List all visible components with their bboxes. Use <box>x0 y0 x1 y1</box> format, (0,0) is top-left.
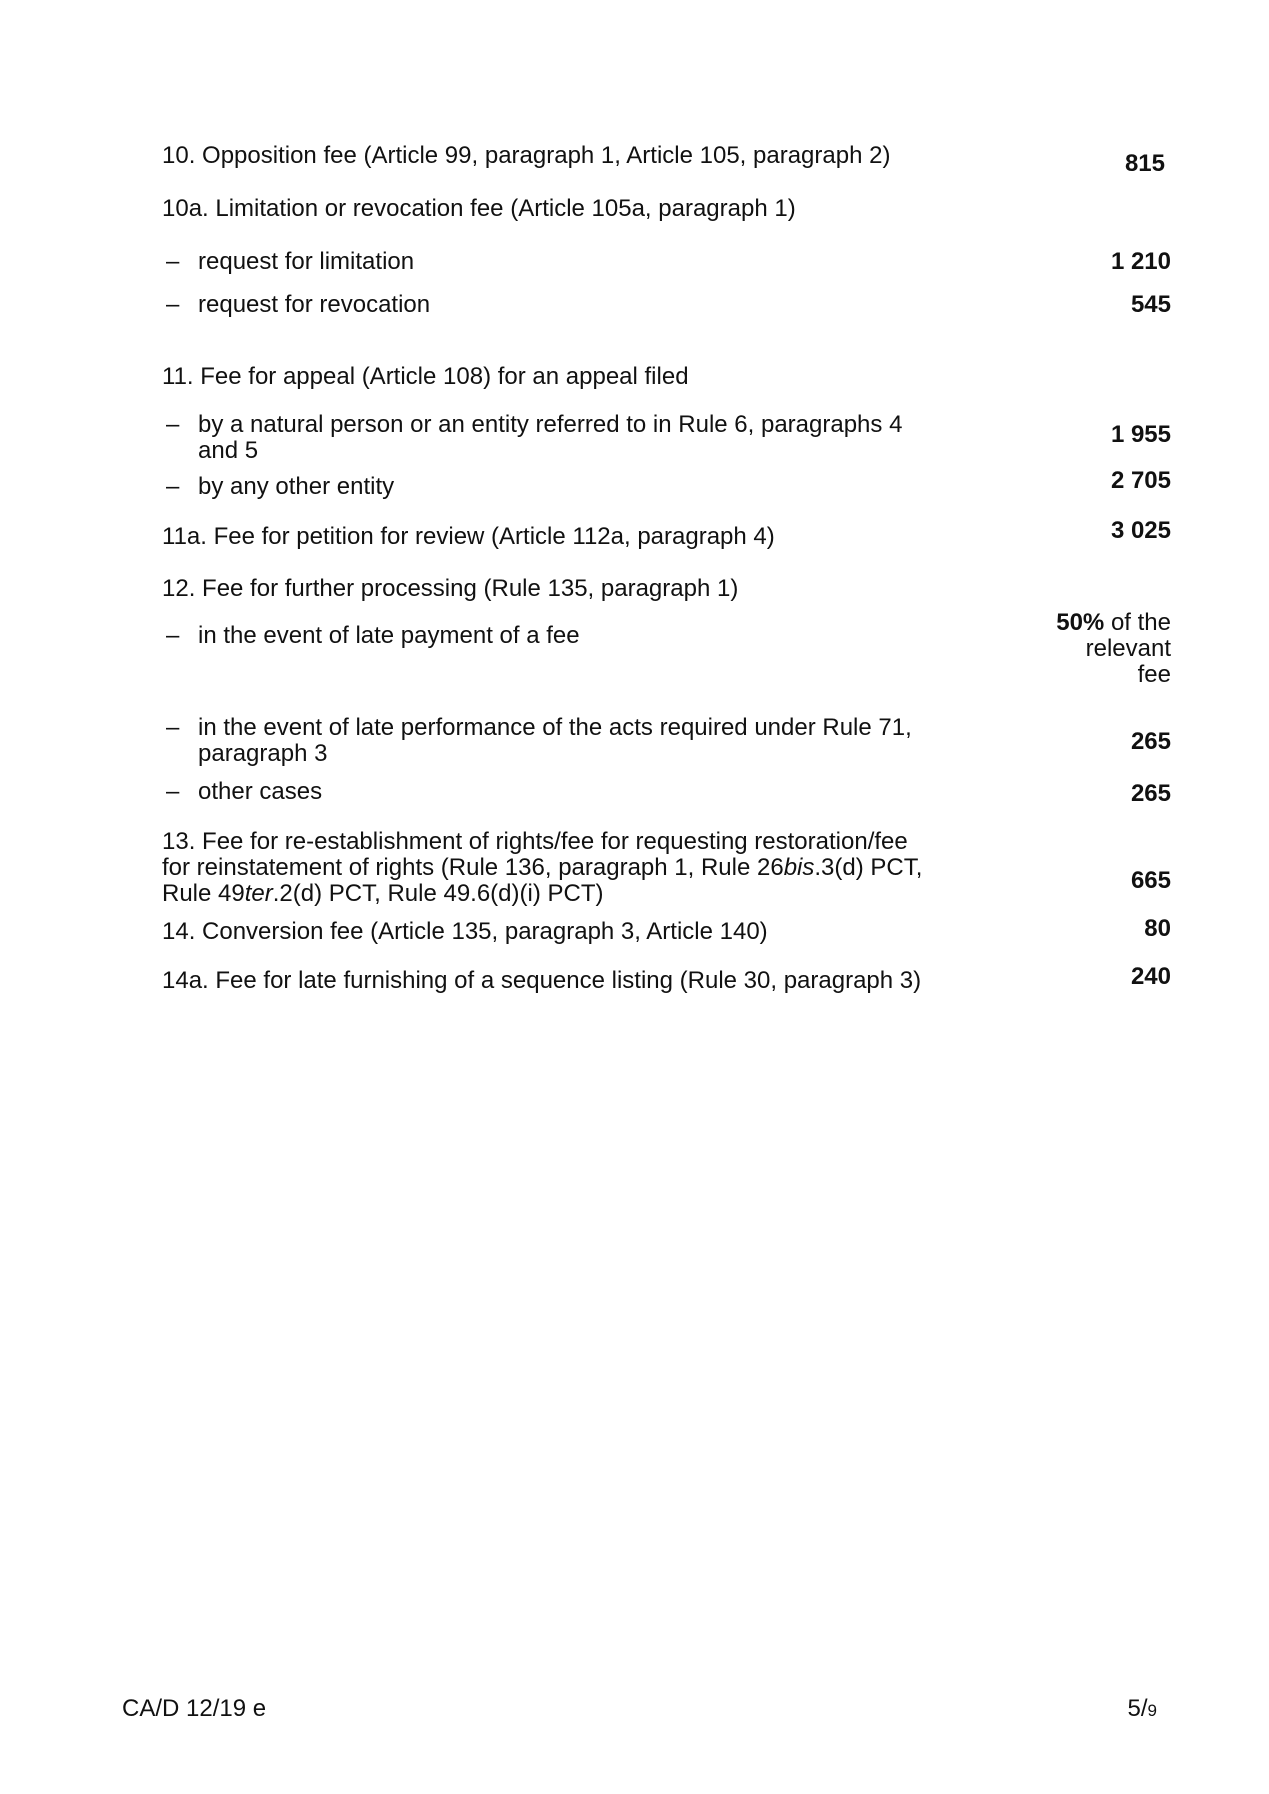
item-13-line3 <box>162 881 992 907</box>
item-14a-text: 14a. Fee for late furnishing of a sequence listing (Rule 30, paragraph 3) <box>162 967 922 994</box>
dash: – <box>166 778 180 805</box>
item-12-text: 12. Fee for further processing (Rule 135, paragraph 1) <box>162 575 739 602</box>
dash: – <box>166 291 180 318</box>
item-14-text: 14. Conversion fee (Article 135, paragraph 3, Article 140) <box>162 918 768 945</box>
item-12-late-performance-line2: paragraph 3 <box>198 740 328 767</box>
item-10a-limitation-fee: 1 210 <box>1110 248 1171 275</box>
item-13-line2-a: for reinstatement of rights (Rule 136, paragraph 1, Rule 26 <box>162 854 784 881</box>
item-11-other-text: by any other entity <box>198 473 395 500</box>
item-10-fee: 815 <box>1124 150 1165 177</box>
item-10a-text: 10a. Limitation or revocation fee (Article 105a, paragraph 1) <box>162 195 796 222</box>
dash: – <box>166 714 180 741</box>
dash: – <box>166 411 180 438</box>
item-11-other-fee: 2 705 <box>1110 467 1171 494</box>
footer-page-number <box>1128 1694 1157 1726</box>
item-11a-fee: 3 025 <box>1110 517 1171 544</box>
item-13-text <box>162 829 992 907</box>
fee-of-the: of the <box>1104 609 1171 636</box>
footer-doc-ref: CA/D 12/19 e <box>122 1695 267 1722</box>
item-12-other-cases-fee: 265 <box>1130 780 1171 807</box>
item-13-line3-italic: ter <box>244 880 273 907</box>
item-11-natural-line2: and 5 <box>198 437 259 464</box>
item-11a-text: 11a. Fee for petition for review (Article 112a, paragraph 4) <box>162 523 775 550</box>
item-13-line2-italic: bis <box>783 854 815 881</box>
dash: – <box>166 473 180 500</box>
item-13-line3-a: Rule 49 <box>162 880 245 907</box>
dash: – <box>166 622 180 649</box>
item-13-line2-c: .3(d) PCT, <box>814 854 923 881</box>
item-12-other-cases-text: other cases <box>198 778 323 805</box>
item-12-late-payment-text: in the event of late payment of a fee <box>198 622 580 649</box>
item-14a-fee: 240 <box>1130 963 1171 990</box>
item-11-natural-fee: 1 955 <box>1110 421 1171 448</box>
page-current: 5/ <box>1127 1695 1148 1722</box>
item-13-line2 <box>162 855 992 881</box>
item-10a-limitation-text: request for limitation <box>198 248 415 275</box>
item-12-late-performance-line1: in the event of late performance of the acts required under Rule 71, <box>198 714 912 741</box>
page-total: 9 <box>1147 1701 1157 1720</box>
item-10a-revocation-text: request for revocation <box>198 291 431 318</box>
item-12-late-payment-fee <box>1056 610 1171 688</box>
fee-percentage: 50% <box>1056 609 1105 636</box>
item-14-fee: 80 <box>1144 915 1171 942</box>
item-13-fee: 665 <box>1130 867 1171 894</box>
item-13-line3-c: .2(d) PCT, Rule 49.6(d)(i) PCT) <box>272 880 604 907</box>
fee-word: fee <box>1137 661 1171 688</box>
item-11-text: 11. Fee for appeal (Article 108) for an appeal filed <box>162 363 689 390</box>
item-13-line1: 13. Fee for re-establishment of rights/fee for requesting restoration/fee <box>162 828 908 855</box>
dash: – <box>166 248 180 275</box>
item-10-text: 10. Opposition fee (Article 99, paragraph 1, Article 105, paragraph 2) <box>162 142 891 169</box>
item-10a-revocation-fee: 545 <box>1130 291 1171 318</box>
fee-relevant: relevant <box>1085 635 1171 662</box>
item-11-natural-line1: by a natural person or an entity referred to in Rule 6, paragraphs 4 <box>198 411 903 438</box>
item-12-late-performance-fee: 265 <box>1130 728 1171 755</box>
